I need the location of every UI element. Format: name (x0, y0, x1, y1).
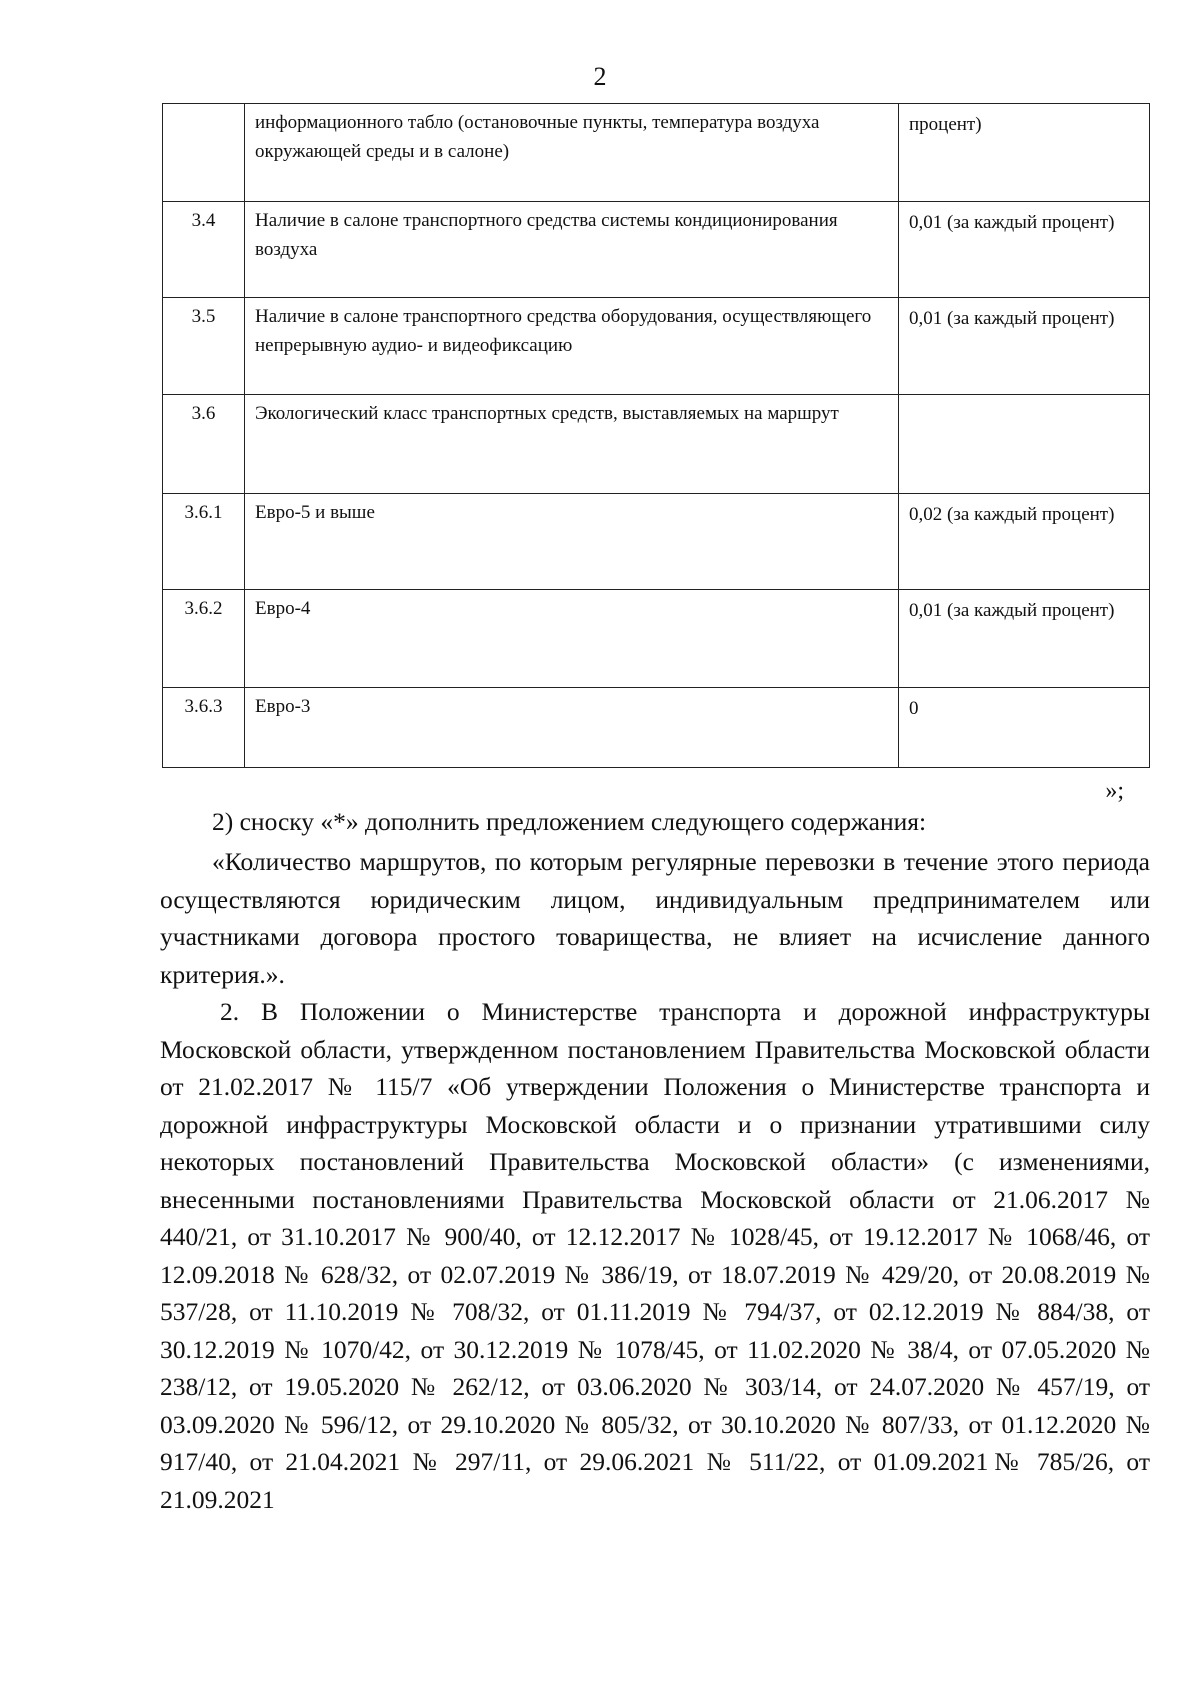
row-number: 3.4 (163, 202, 245, 298)
criterion-text: Евро-5 и выше (245, 494, 899, 590)
criterion-text: Наличие в салоне транспортного средства оборудования, осуществляющего непрерывную аудио- и видеофиксацию (245, 298, 899, 395)
row-number: 3.5 (163, 298, 245, 395)
page-number: 2 (593, 62, 607, 91)
item-2-paragraph: 2. В Положении о Министерстве транспорта и дорожной инфраструктуры Московской области, утвержденном постановлением Правительства Московской области от 21.02.2017 № 115/7 «Об утверждении Положения о Министерстве транспорта и дорожной инфраструктуры Московской области и о признании утратившими силу некоторых постановлений Правительства Московской области» (с изменениями, внесенными постановлениями Правительства Московской области от 21.06.2017 № 440/21, от 31.10.2017 № 900/40, от 12.12.2017 № 1028/45, от 19.12.2017 № 1068/46, от 12.09.2018 № 628/32, от 02.07.2019 № 386/19, от 18.07.2019 № 429/20, от 20.08.2019 № 537/28, от 11.10.2019 № 708/32, от 01.11.2019 № 794/37, от 02.12.2019 № 884/38, от 30.12.2019 № 1070/42, от 30.12.2019 № 1078/45, от 11.02.2020 № 38/4, от 07.05.2020 № 238/12, от 19.05.2020 № 262/12, от 03.06.2020 № 303/14, от 24.07.2020 № 457/19, от 03.09.2020 № 596/12, от 29.10.2020 № 805/32, от 30.10.2020 № 807/33, от 01.12.2020 № 917/40, от 21.04.2021 № 297/11, от 29.06.2021 № 511/22, от 01.09.2021№ 785/26, от 21.09.2021 (160, 997, 1150, 1514)
criterion-text: Евро-4 (245, 590, 899, 688)
criterion-value: 0,01 (за каждый процент) (899, 298, 1150, 395)
table-row (163, 104, 1150, 202)
criterion-value: процент) (899, 104, 1150, 202)
row-number: 3.6.2 (163, 590, 245, 688)
criterion-value: 0 (899, 688, 1150, 768)
table-row (163, 395, 1150, 494)
row-number: 3.6.1 (163, 494, 245, 590)
row-number: 3.6.3 (163, 688, 245, 768)
criterion-text: Наличие в салоне транспортного средства системы кондиционирования воздуха (245, 202, 899, 298)
criterion-text: Евро-3 (245, 688, 899, 768)
table-row (163, 688, 1150, 768)
criteria-table (162, 103, 1150, 768)
row-number: 3.6 (163, 395, 245, 494)
footnote-intro-paragraph: 2) сноску «*» дополнить предложением следующего содержания: (212, 807, 927, 836)
row-number (163, 104, 245, 202)
footnote-text-paragraph: «Количество маршрутов, по которым регулярные перевозки в течение этого периода осуществляются юридическим лицом, индивидуальным предпринимателем или участниками договора простого товарищества, не влияет на исчисление данного критерия.». (160, 847, 1150, 989)
closing-quote-mark: »; (1105, 778, 1124, 804)
table-row (163, 298, 1150, 395)
criterion-text: Экологический класс транспортных средств, выставляемых на маршрут (245, 395, 899, 494)
table-row (163, 590, 1150, 688)
criterion-value: 0,02 (за каждый процент) (899, 494, 1150, 590)
table-row (163, 202, 1150, 298)
criterion-value (899, 395, 1150, 494)
criterion-value: 0,01 (за каждый процент) (899, 590, 1150, 688)
criterion-text: информационного табло (остановочные пункты, температура воздуха окружающей среды и в салоне) (245, 104, 899, 202)
criterion-value: 0,01 (за каждый процент) (899, 202, 1150, 298)
table-row (163, 494, 1150, 590)
